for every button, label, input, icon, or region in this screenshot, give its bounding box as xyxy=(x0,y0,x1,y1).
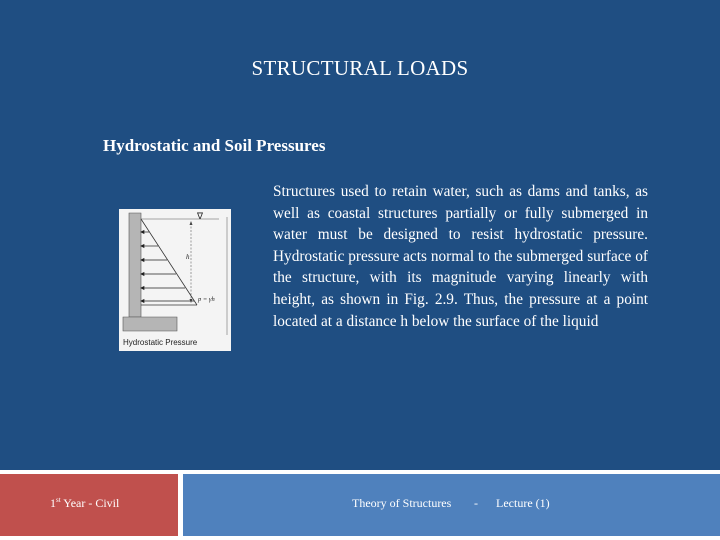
hydrostatic-pressure-figure xyxy=(119,209,231,351)
wall-footing xyxy=(123,317,177,331)
slide-title: STRUCTURAL LOADS xyxy=(251,56,469,80)
footer xyxy=(0,470,720,540)
footer-year-label: 1st Year - Civil xyxy=(50,496,120,510)
body-paragraph: Structures used to retain water, such as dams and tanks, as well as coastal structures partially or fully submerged in water must be designed to resist hydrostatic pressure. Hydrostatic pressure acts normal to the submerged surface of the structure, with its magnitude varying linearly with height, as shown in Fig. 2.9. Thus, the pressure at a point located at a distance h below the surface of the liquid xyxy=(273,183,648,330)
pressure-label: p = γh xyxy=(198,296,215,303)
footer-course-block xyxy=(183,474,720,536)
footer-lecture-label: Lecture (1) xyxy=(496,496,550,510)
footer-course-name: Theory of Structures xyxy=(352,496,452,510)
footer-year-block xyxy=(0,474,178,536)
footer-separator: - xyxy=(474,496,478,510)
water-surface-symbol: ∇ xyxy=(197,212,204,222)
height-label: h xyxy=(186,253,190,261)
figure-caption: Hydrostatic Pressure xyxy=(123,338,198,347)
retaining-wall xyxy=(129,213,141,317)
slide-subtitle: Hydrostatic and Soil Pressures xyxy=(103,136,326,155)
